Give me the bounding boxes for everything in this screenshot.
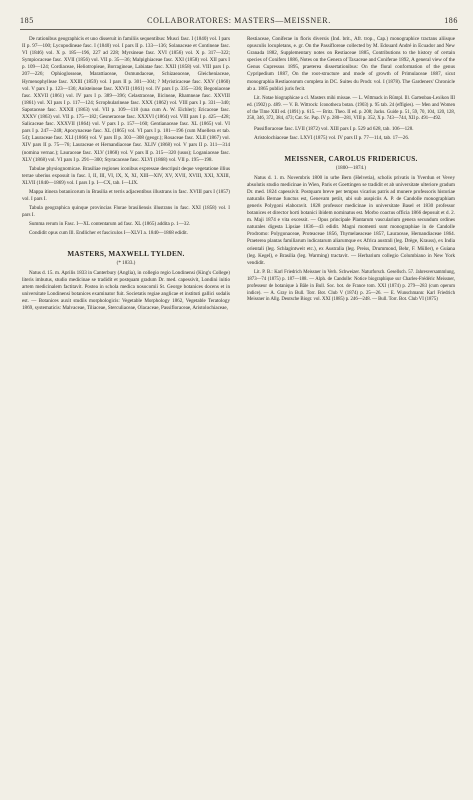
paragraph: Tabula geographica quinque provincias Florae brasiliensis illustrans in fasc. XXI (1858) vol. I pars I. bbox=[22, 205, 230, 219]
running-title: COLLABORATORES: MASTERS—MEISSNER. bbox=[147, 16, 331, 25]
paragraph: De rationibus geographicis et uno disseruit in familiis sequentibus: Musci fasc. I (1840) vol. I pars II p. 97—100; Lycopodineae fasc. I (1840) vol. I pars II p. 133—136; Solanaceae et Contineae fasc. VI (1846) vol. X p. 185—196, 227 ad 228; Myrsineae fasc. XVI (1856) vol. X p. 317—322; Sympiocaceae fasc. XVII (1856) vol. VII p. 35—36; Malpighiaceae fasc. XXI (1858) vol. XII pars I p. 109—124; Cordiaceae, Heliotropieae, Borragineae, Labiatae fasc. XXII (1858) vol. VIII pars I p. 207—226; Ophioglosseae, Marattiaceae, Osmundaceae, Schizaeaceae, Gleicheniaceae, Hymenophylleae fasc. XXIII (1859) vol. I pars II p. 301—304; ? Myristicaceae fasc. XXV (1860) vol. V pars I p. 123—136; Anisteineae fasc. XXVII (1861) vol. IV pars I p. 335—336; Begoniaceae fasc. XXVII (1861) vol. IV pars I p. 389—396; Celastraceae, Ilicineae, Rhamneae fasc. XXVIII (1861) vol. XI pars I p. 117—124; Scrophularineae fasc. XXX (1862) vol. VIII pars I p. 331—340; Sapotaceae fasc. XXXII (1863) vol. VII p. 109—118 (una cum A. W. Eichler); Ericaceae fasc. XXXV (1863) vol. VII p. 175—182; Gesneraceae fasc. XXXVI (1864) vol. VIII pars I p. 425—428; Salicaceae fasc. XXXVII (1864) vol. V pars I p. 157—160; Gentianaceae fasc. XL (1865) vol. VI pars I p. 247—248; Apocynaceae fasc. XL (1865) vol. VI pars I p. 181—196 (cum Muellera et tab. 54); Lauraceae fasc. XLI (1866) vol. V pars II p. 303—308 (geogr.); Rosaceae fasc. XLII (1867) vol. XIV pars II p. 75—76; Lauraceae et Hernandiaceae fasc. XLIV (1868) vol. V pars II p. 311—314 (nomina vernac.); Lauraceae fasc. XLV (1868) vol. V pars II p. 315—320 (usus); Loganiaceae fasc. XLV (1868) vol. VI pars I p. 291—300; Styracaceae fasc. XLVI (1868) vol. VII p. 195—198. bbox=[22, 36, 230, 163]
literature-paragraph: Lit. Notae biographicae a cl. Masters mihi missae. — L. Wittmack in Rümpl. Ill. Gartenbau-Lexikon III ed. (1902) p. 489. — V. B. Wittrock: Iconotheca botan. (1903) p. 95 tab. 24 (effigies). — Men and Women of the Time XIII ed. (1891) p. 615. — Britz. Theo. II ed. p. 208; Jacks. Guide p. 51, 59, 70, 104, 120, 128, 258, 346, 372, 384, 473; Cat. Sc. Pap. IV p. 280—281, VIII p. 352, X p. 743—744, XII p. 491—492. bbox=[247, 95, 455, 122]
paragraph: Natus d. 1. m. Novembris 1800 in urbe Bern (Helvetia), scholis privatis in Yverdun et Vevey absolutis studio medicinae in Wien, Paris et Goettingen se tradidit et ab universitate ulteriore gradum Dr. med. 1824 capessivit. Postquam breve per tempus vicarius patris ad munere professoris historiae naturalis Bernae functus est, Genevam petiit, ubi sub auspiciis A. P. de Candolle monographiam generis Polygoni elaboravit. 1828 professor medicinae in universitate Basel et 1830 professor botanices et director horti botanici ibidem nominatus est. Morbo coactus officia 1866 deposuit et d. 2. m. Maji 1874 e vita excessit. — Opus principale Plantarum vascularium genera secundum ordines naturales digesta Lipsiae 1836—43 edidit. Magni momenti sunt monographiae in de Candolle Prodromo: Polygonaceae, Proteaceae 1856, Thymelaeaceae 1857, Lauraceae, Hernandiaceae 1864. Praeterea plantas familiarum indicatarum aliarumque ex Africa australi (leg. Drège, Krauss), ex India orientali (leg. Schlagintweit etc.), ex Australia (leg. Preiss, Drummond, Behr, F. Müller), e Guiana (leg. Kegel), e Brasilia (leg. Warming) tractavit. — Herbarium collegio Columbiano in New York vendidit. bbox=[247, 174, 455, 266]
paragraph: Restiaceae, Coniferae in floris diversis (Ind. brit., Afr. trop., Cap.) monographice tractans aliisque opusculis locupletans, e. gr. On the Passifloreae collected by M. Edouard André in Ecuador and New Granada 1882, Supplementary notes on Restiaceae 1885, Contributions to the history of certain species of Conifers 1886, Notes on the Genera of Taxaceae and Coniferae 1892, A general view of the Genus Cupressus 1895, praeterea dissertationibus: On the floral conformation of the genus Cypripedium 1887, On the root-structure and mode of growth of Primulaceae 1887, sicut monographia Restiacearum completa in DC. Suites du Prodr. vol. I (1878). The Gardeners' Chronicle ab a. 1865 publici juris fecit. bbox=[247, 36, 455, 92]
header-rule bbox=[20, 29, 458, 30]
entry-heading-masters: MASTERS, MAXWELL TYLDEN. bbox=[67, 249, 185, 258]
paragraph: Natus d. 15. m. Aprilis 1833 in Canterbury (Anglia), in collegio regio Londinensi (King's College) literis imbutus, studio medicinae se tradidit et postquam gradum Dr. med. capessivit, Londini initio artem medicinalem factitavit. Postea in schola medica nosocomii St. George botanices docens et in universitate Londinensi botanices examinator fuit. Societatis regiae anglicae et instituti gallici sodalis est. — Botanices auxit studiis morphologicis: Vegetable Morphology 1862, Vegetable Teratology 1869, systematicis: Malvaceae, Tiliaceae, Sterculiaceae, Olacaceae, Passifloraceae, Aristolochiaceae, bbox=[22, 269, 230, 311]
running-head bbox=[20, 16, 458, 30]
paragraph: Condidit opus cum Ill. Endlicher et fasciculos I—XLVI a. 1840—1868 edidit. bbox=[29, 230, 188, 237]
literature-paragraph: Lit. P. B.: Karl Friedrich Meissner in Verh. Schweizer. Naturforsch. Gesellsch. 57. Jahresversammlung, 1873—74 (1875) p. 187—188. — Alph. de Candolle: Notice biographique sur Charles-Frédéric Meissner, professeur de botanique à Bâle in Bull. Soc. bot. de France tom. XXI (1874) p. 279—283 (cum operum indice). — A. Gray in Bull. Torr. Bot. Club V (1874) p. 25—26. — E. Wunschmann: Karl Friedrich Meissner in Allg. Deutsche Biogr. vol. XXI (1885) p. 246—248. — Bull. Torr. Bot. Club VI (1875) bbox=[247, 269, 455, 303]
paragraph: Aristolochiaceae fasc. LXVI (1875) vol. IV pars II p. 77—114, tab. 17—26. bbox=[254, 135, 410, 142]
left-column bbox=[22, 36, 230, 312]
paragraph: Summa rerum in Fasc. I—XL contentarum ad fasc. XL (1865) addita p. 1—32. bbox=[29, 221, 191, 228]
paragraph: Mappa itinera botanicorum in Brasilia et terris adjacentibus illustrans in fasc. XVIII pars I (1857) vol. I pars I. bbox=[22, 188, 230, 203]
paragraph: Passifloraceae fasc. LVII (1872) vol. XIII pars I p. 529 ad 628, tab. 106—128. bbox=[254, 126, 414, 133]
entry-dates: (1800—1874.) bbox=[335, 164, 367, 171]
right-column bbox=[247, 36, 455, 304]
page-number-left: 185 bbox=[20, 16, 34, 25]
entry-heading-meissner: MEISSNER, CAROLUS FRIDERICUS. bbox=[284, 154, 418, 163]
page-number-right: 186 bbox=[444, 16, 458, 25]
paragraph: Tabulae physiognomicae. Brasiliae regiones iconibus expressae descripsit deque vegetatione illius terrae uberius exposuit in fasc. I, II, III, VI, IX, X, XI, XIII—XIV, XV, XVII, XVIII, XXI, XXIII, XLVII (1840—1869) vol. I pars I p. I—CX, tab. I—LIX. bbox=[22, 165, 230, 186]
entry-dates: (* 1833.) bbox=[116, 259, 136, 266]
